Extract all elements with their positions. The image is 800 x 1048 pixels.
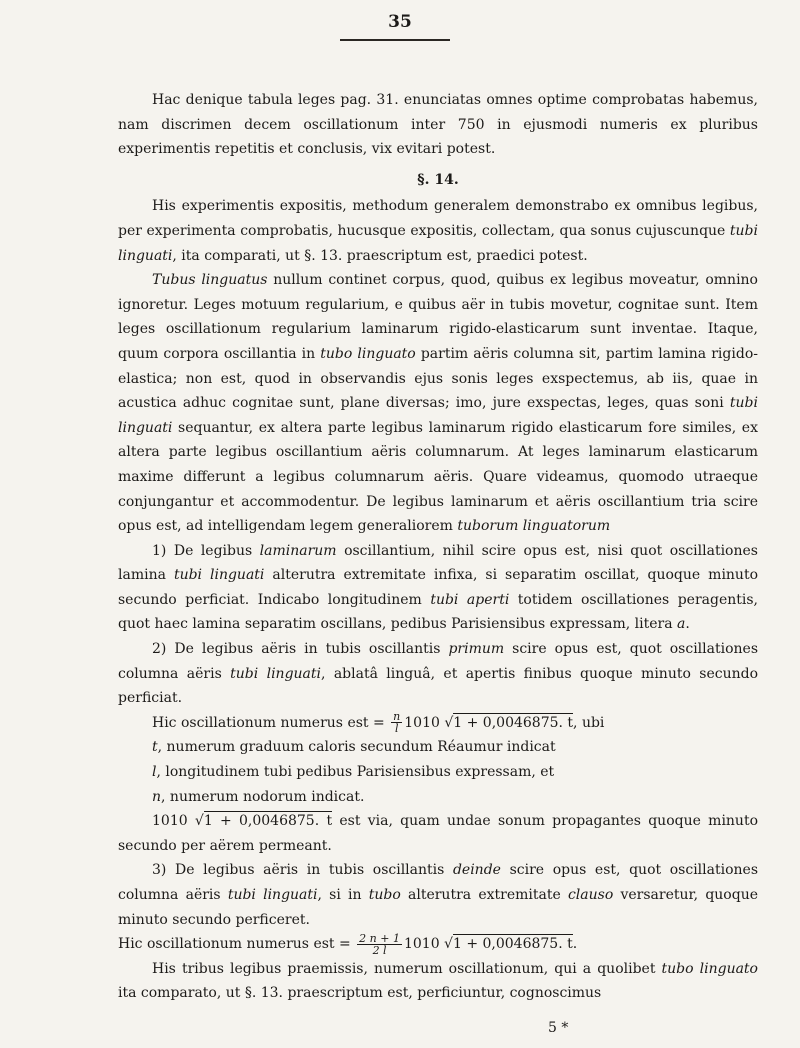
paragraph-7: [118, 858, 758, 932]
p4-italic-h: a: [677, 616, 686, 633]
formula-2-pre: Hic oscillationum numerus est =: [118, 936, 356, 953]
p7-text-e: , si in: [317, 887, 369, 903]
definition-l: [118, 760, 758, 785]
p7-text-g: alterutra extremitate: [400, 887, 568, 903]
formula-2: [118, 932, 758, 957]
p3-italic-g: tuborum linguatorum: [457, 518, 611, 535]
p7-text-c: scire opus est, quot oscillationes columna aëris: [118, 862, 759, 903]
definition-t: [118, 735, 758, 760]
p4-italic-f: tubi aperti: [430, 591, 510, 608]
section-heading: §. 14.: [417, 171, 459, 188]
definition-t-text: , numerum graduum caloris secundum Réaumur indicat: [157, 739, 556, 756]
signature-mark: 5 *: [548, 1020, 569, 1036]
p5-text-a: 2) De legibus aëris in tubis oscillantis: [152, 641, 449, 658]
paragraph-8: [118, 957, 758, 1006]
header-rule: [340, 39, 450, 41]
formula-1-post: , ubi: [573, 714, 605, 731]
paragraph-1: [118, 88, 758, 162]
formula-1-radicand: 1 + 0,0046875. t: [453, 714, 574, 731]
p8-text-c: ita comparato, ut §. 13. praescriptum est, perficiuntur, cognoscimus: [118, 985, 602, 1002]
paragraph-5: [118, 637, 758, 711]
p5-italic-d: tubi linguati: [230, 665, 321, 682]
p2-text-a: His experimentis expositis, methodum generalem demonstrabo ex omnibus legibus, per experimenta comprobatis, hucusque expositis, collectam, qua sonus cujuscunque: [118, 198, 758, 239]
p3-text-b: nullum continet corpus, quod, quibus ex legibus moveatur, omnino ignoretur. Leges motuum regularium, e quibus aër in tubis movetur, cognitae sunt. Item leges oscillationum regularium laminarum rigido-elasticarum sunt inventae. Itaque, quum corpora oscillantia in: [118, 272, 758, 362]
formula-2-fraction: [357, 933, 402, 956]
definition-t-var: t: [152, 739, 158, 756]
p7-text-i: versaretur, quoque minuto secundo perficeret.: [118, 887, 758, 928]
formula-1-denominator: l: [394, 722, 399, 736]
p2-italic: tubi linguati: [118, 222, 758, 264]
p2-text-c: , ita comparati, ut §. 13. praescriptum est, praedici potest.: [172, 247, 588, 264]
p8-italic-b: tubo linguato: [661, 960, 758, 977]
formula-1-mid: 1010 √: [404, 714, 454, 731]
paragraph-3: [118, 268, 758, 539]
p6-text-a: 1010 √: [152, 813, 204, 830]
p6-radicand: 1 + 0,0046875. t: [203, 813, 333, 830]
p5-text-e: , ablatâ linguâ, et apertis finibus quoque minuto secundo perficiat.: [118, 665, 758, 707]
page-number: 35: [388, 12, 412, 32]
p4-italic-d: tubi linguati: [173, 567, 265, 584]
p5-text-c: scire opus est, quot oscillationes columna aëris: [118, 641, 758, 682]
formula-2-mid: 1010 √: [403, 936, 453, 953]
p8-text-a: His tribus legibus praemissis, numerum oscillationum, qui a quolibet: [152, 960, 662, 977]
p3-text-d: partim aëris columna sit, partim lamina rigido-elastica; non est, quod in observandis ejus sonis leges exspectemus, ab iis, quae in acustica adhuc cognitae sunt, plane diversas; imo, jure exspectas, leges, quas soni: [118, 345, 758, 412]
definition-l-text: , longitudinem tubi pedibus Parisiensibus expressam, et: [156, 764, 555, 781]
formula-1-pre: Hic oscillationum numerus est =: [152, 714, 390, 731]
paragraph-6: [118, 809, 758, 858]
p4-text-c: oscillantium, nihil scire opus est, nisi quot oscillationes lamina: [118, 542, 758, 584]
body-text: [118, 88, 758, 1006]
paragraph-4: [118, 539, 758, 637]
formula-1-numerator: n: [393, 710, 401, 724]
p5-italic-b: primum: [448, 641, 505, 658]
formula-2-denominator: 2 l: [372, 943, 387, 957]
formula-2-radicand: 1 + 0,0046875. t: [452, 936, 573, 953]
p3-text-f: sequantur, ex altera parte legibus laminarum rigido elasticarum fore similes, ex altera parte legibus oscillantium aëris columnarum. At leges laminarum elasticarum maxime differunt a legibus columnarum aëris. Quare videamus, quomodo utraeque conjungantur et accommodentur. De legibus laminarum et aëris oscillantium tria scire opus est, ad intelligendam legem generaliorem: [118, 419, 758, 535]
formula-1-fraction: [391, 711, 402, 734]
p7-italic-h: clauso: [567, 887, 614, 903]
definition-n-text: , numerum nodorum indicat.: [161, 788, 365, 805]
p7-italic-b: deinde: [452, 862, 501, 879]
p7-text-a: 3) De legibus aëris in tubis oscillantis: [152, 862, 453, 879]
p4-text-g: totidem oscillationes peragentis, quot haec lamina separatim oscillans, pedibus Parisiensibus expressam, litera: [118, 591, 759, 633]
p3-italic-c: tubo linguato: [320, 345, 416, 362]
definition-n-var: n: [152, 788, 162, 805]
formula-1: [118, 711, 758, 736]
paragraph-2: [118, 194, 758, 268]
p6-text-c: est via, quam undae sonum propagantes quoque minuto secundo per aërem permeant.: [118, 813, 759, 854]
p3-italic-a: Tubus linguatus: [152, 272, 268, 289]
p4-italic-b: laminarum: [259, 542, 337, 559]
paragraph-1-text: Hac denique tabula leges pag. 31. enunciatas omnes optime comprobatas habemus, nam discrimen decem oscillationum inter 750 in ejusmodi numeris ex pluribus experimentis repetitis et conclusis, vix evitari potest.: [118, 92, 758, 158]
p7-italic-f: tubo: [368, 887, 401, 903]
p4-text-e: alterutra extremitate infixa, si separatim oscillat, quoque minuto secundo perficiat. Indicabo longitudinem: [118, 567, 759, 608]
p3-italic-e: tubi linguati: [118, 395, 758, 436]
formula-2-post: .: [572, 936, 578, 953]
definition-l-var: l: [152, 764, 157, 781]
p4-text-i: .: [685, 616, 690, 633]
definition-n: [118, 785, 758, 810]
p4-text-a: 1) De legibus: [152, 542, 260, 559]
formula-2-numerator: 2 n + 1: [359, 931, 400, 945]
p7-italic-d: tubi linguati: [227, 887, 318, 903]
